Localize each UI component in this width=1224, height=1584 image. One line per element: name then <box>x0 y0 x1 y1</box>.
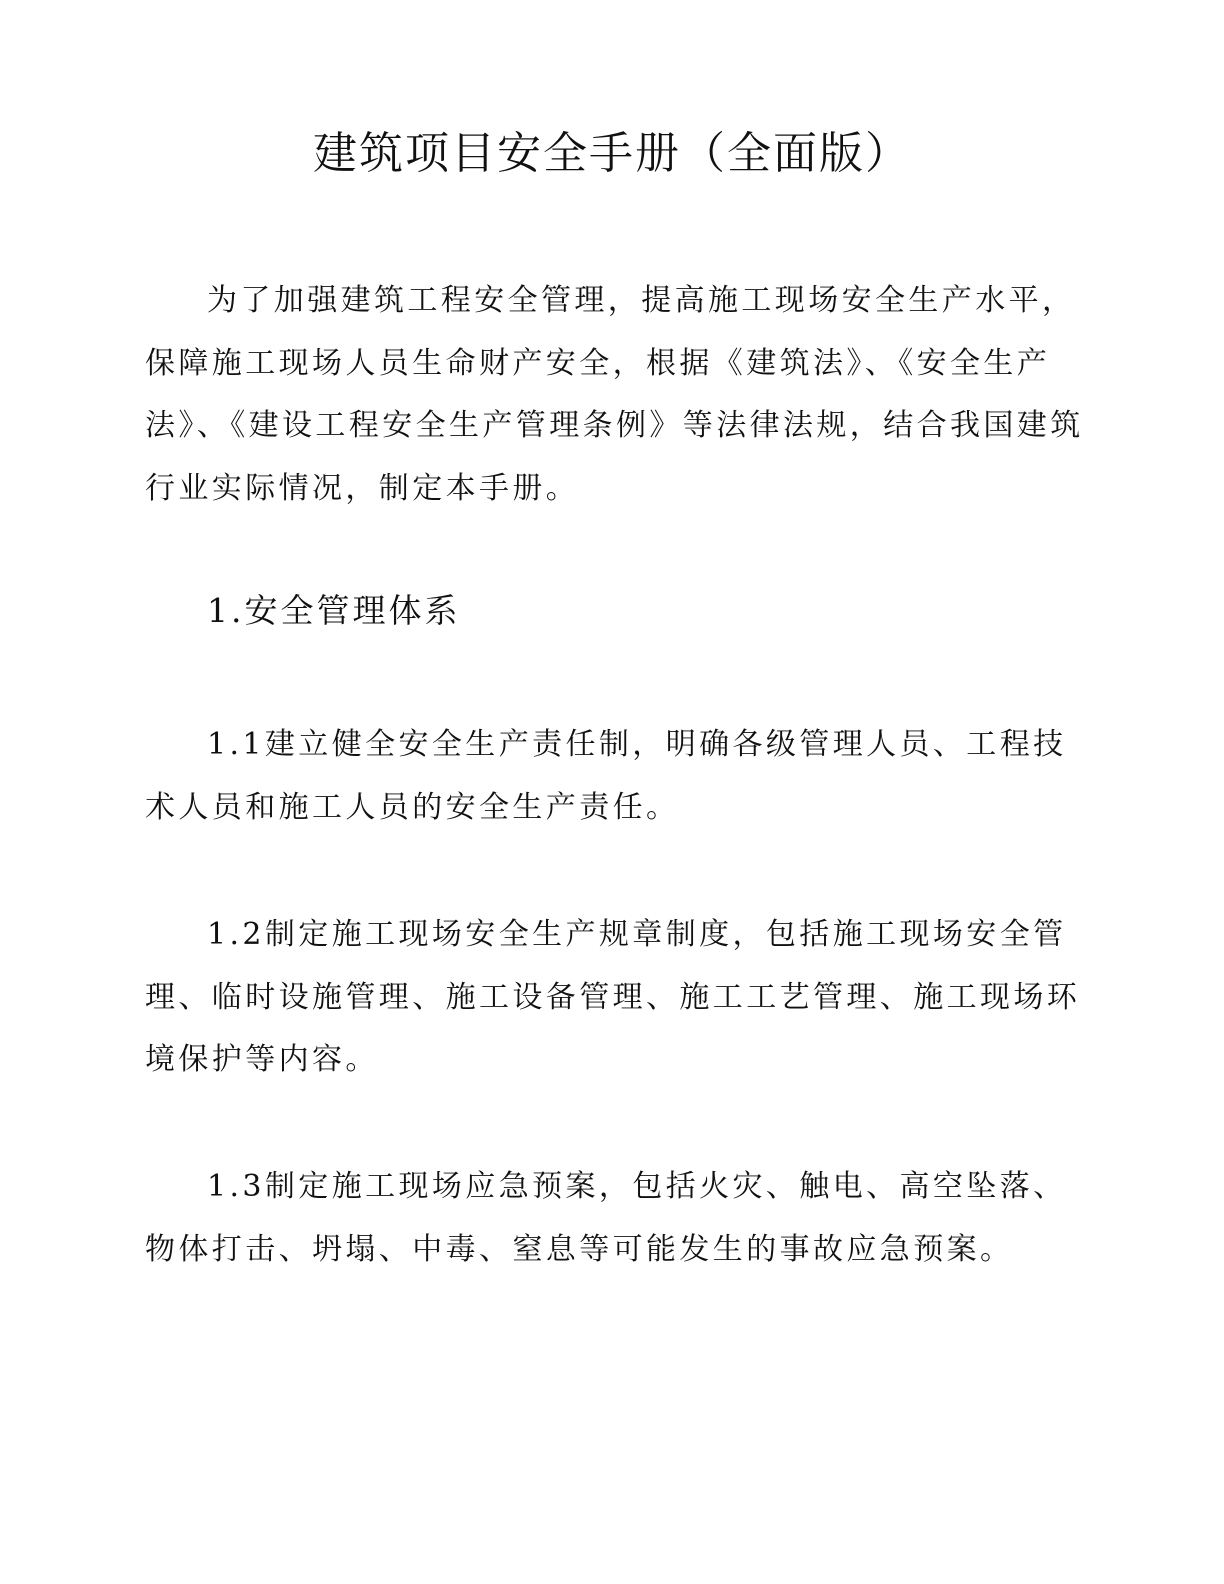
section-heading: 1.安全管理体系 <box>207 591 461 630</box>
section-item-1-2: 1.2制定施工现场安全生产规章制度，包括施工现场安全管理、临时设施管理、施工设备管理、施工工艺管理、施工现场环境保护等内容。 <box>145 917 1081 1077</box>
document-title: 建筑项目安全手册（全面版） <box>313 128 911 179</box>
section-item-1-1: 1.1建立健全安全生产责任制，明确各级管理人员、工程技术人员和施工人员的安全生产责任。 <box>145 727 1067 825</box>
section-item-1-3: 1.3制定施工现场应急预案，包括火灾、触电、高空坠落、物体打击、坍塌、中毒、窒息等可能发生的事故应急预案。 <box>145 1169 1067 1267</box>
intro-paragraph: 为了加强建筑工程安全管理，提高施工现场安全生产水平，保障施工现场人员生命财产安全，根据《建筑法》、《安全生产法》、《建设工程安全生产管理条例》等法律法规，结合我国建筑行业实际情况，制定本手册。 <box>145 283 1084 506</box>
